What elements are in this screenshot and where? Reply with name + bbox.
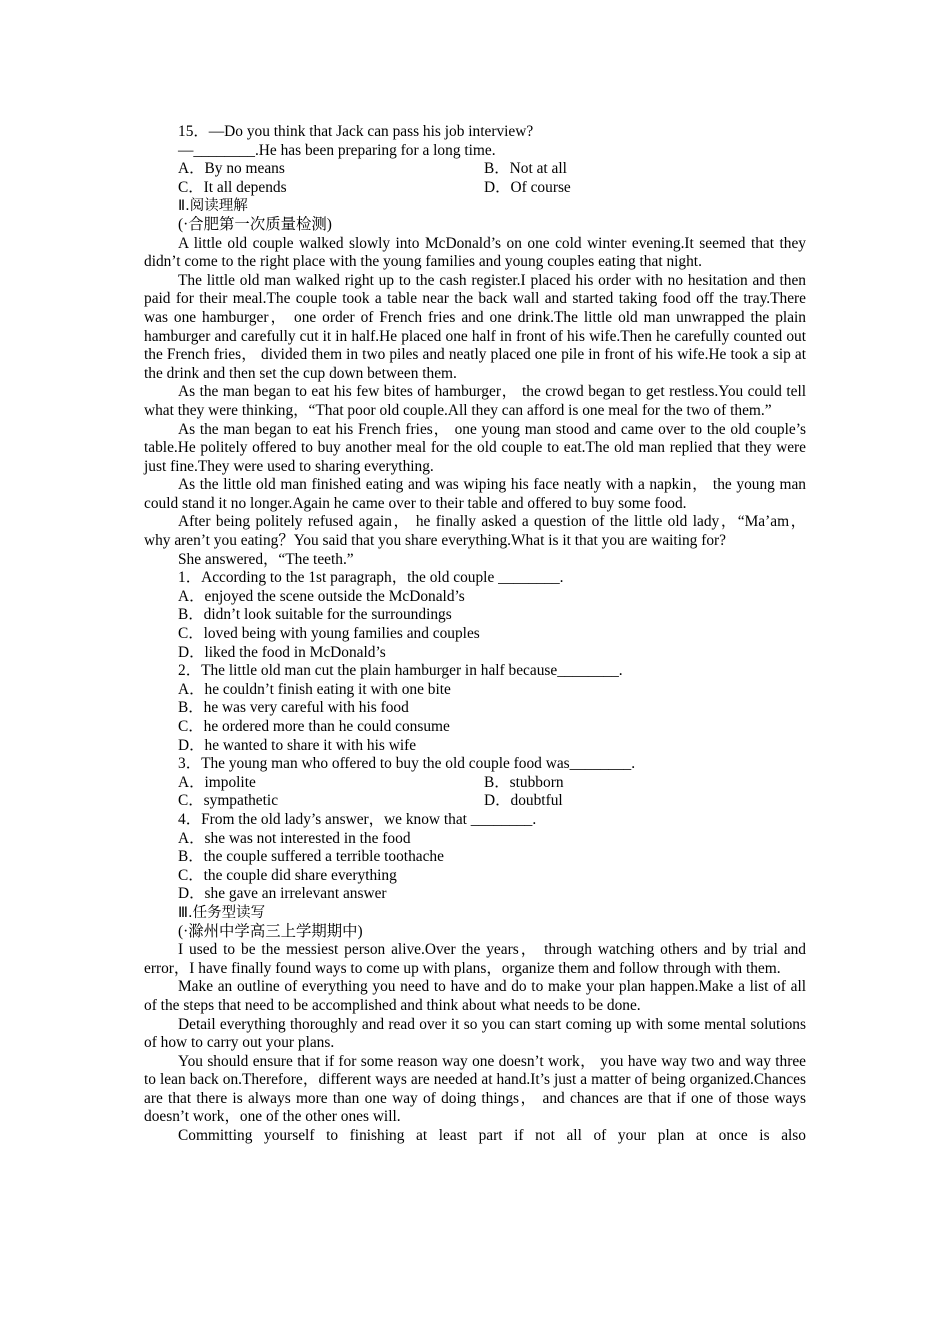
q15-options-row-1 xyxy=(144,160,806,179)
section2-paragraph-3: As the man began to eat his few bites of hamburger， the crowd began to get restless.You could tell what they were thinking，“That poor old couple.All they can afford is one meal for the two of them.” xyxy=(144,383,806,419)
q4-option-a: A．she was not interested in the food xyxy=(178,829,411,847)
q3-option-a: A．impolite xyxy=(178,773,256,791)
q15-stem: 15．—Do you think that Jack can pass his job interview? xyxy=(178,123,534,140)
q3-option-b: B．stubborn xyxy=(484,773,564,791)
section3-paragraph-3: Detail everything thoroughly and read over it so you can start coming up with some mental solutions of how to carry out your plans. xyxy=(144,1015,806,1052)
q15-options-row-2 xyxy=(144,179,806,198)
section3-last-line: Committing yourself to finishing at least part if not all of your plan at once is also xyxy=(178,1127,806,1145)
section2-paragraph-1: A little old couple walked slowly into McDonald’s on one cold winter evening.It seemed that they didn’t come to the right place with the young families and young couples eating that night. xyxy=(144,234,806,271)
q1-option-d: D．liked the food in McDonald’s xyxy=(178,643,386,661)
document-content xyxy=(144,123,806,1146)
q3-stem: 3．The young man who offered to buy the old couple food was________. xyxy=(178,755,636,773)
section2-paragraph-4: As the man began to eat his French fries， one young man stood and came over to the old couple’s table.He politely offered to buy another meal for the old couple to eat.The old man replied that they were just fine.They were used to sharing everything. xyxy=(144,420,806,475)
section2-paragraph-2: The little old man walked right up to the cash register.I placed his order with no hesitation and then paid for their meal.The couple took a table near the back wall and started taking food off the tray.There was one hamburger， one order of French fries and one drink.The little old man unwrapped the plain hamburger and carefully cut it in half.He placed one half in front of his wife.Then he carefully counted out the French fries， divided them in two piles and neatly placed one pile in front of his wife.He took a sip at the drink and then set the cup down between them. xyxy=(144,271,806,382)
q15-option-d: D．Of course xyxy=(484,178,571,196)
section3-source: (·滁州中学高三上学期期中) xyxy=(178,922,363,940)
q3-option-c: C．sympathetic xyxy=(178,792,279,810)
q1-option-c: C．loved being with young families and couples xyxy=(178,625,480,643)
q4-stem: 4．From the old lady’s answer，we know that ________. xyxy=(178,810,537,828)
q3-options-row-1 xyxy=(144,774,806,793)
q1-option-a: A．enjoyed the scene outside the McDonald’s xyxy=(178,587,465,605)
q3-option-d: D．doubtful xyxy=(484,792,563,810)
q1-option-b: B．didn’t look suitable for the surroundings xyxy=(178,606,452,624)
q1-stem: 1．According to the 1st paragraph，the old couple ________. xyxy=(178,569,564,587)
section3-paragraph-4: You should ensure that if for some reason way one doesn’t work， you have way two and way three to lean back on.Therefore，different ways are needed at hand.It’s just a matter of being organized.Chances are that there is always more than one way of doing things， and chances are that if one of those ways doesn’t work，one of the other ones will. xyxy=(144,1052,806,1126)
q4-option-c: C．the couple did share everything xyxy=(178,866,397,884)
section2-source: (·合肥第一次质量检测) xyxy=(178,215,332,233)
section3-paragraph-2: Make an outline of everything you need to have and do to make your plan happen.Make a list of all of the steps that need to be accomplished and think about what needs to be done. xyxy=(144,978,806,1014)
q2-option-a: A．he couldn’t finish eating it with one bite xyxy=(178,680,451,698)
q2-option-c: C．he ordered more than he could consume xyxy=(178,718,450,735)
section3-heading: Ⅲ.任务型读写 xyxy=(178,904,266,921)
q2-option-d: D．he wanted to share it with his wife xyxy=(178,736,417,754)
q15-option-b: B．Not at all xyxy=(484,160,567,178)
section2-paragraph-7: She answered，“The teeth.” xyxy=(178,550,354,568)
q15-option-a: A．By no means xyxy=(178,160,285,178)
q2-stem: 2．The little old man cut the plain hamburger in half because________. xyxy=(178,662,623,680)
q3-options-row-2 xyxy=(144,792,806,811)
section2-heading: Ⅱ.阅读理解 xyxy=(178,198,248,215)
q4-option-d: D．she gave an irrelevant answer xyxy=(178,885,387,903)
section2-paragraph-5: As the little old man finished eating and was wiping his face neatly with a napkin， the young man could stand it no longer.Again he came over to their table and offered to buy some food. xyxy=(144,476,806,512)
q15-option-c: C．It all depends xyxy=(178,178,287,196)
section2-paragraph-6: After being politely refused again， he finally asked a question of the little old lady，“Ma’am， why aren’t you eating？You said that you share everything.What is it that you are waiting for? xyxy=(144,513,806,550)
q15-answer-line: —________.He has been preparing for a long time. xyxy=(178,141,496,159)
q2-option-b: B．he was very careful with his food xyxy=(178,699,409,717)
section3-paragraph-1: I used to be the messiest person alive.Over the years， through watching others and by trial and error，I have finally found ways to come up with plans，organize them and follow through with them. xyxy=(144,941,806,977)
q4-option-b: B．the couple suffered a terrible toothache xyxy=(178,848,444,866)
